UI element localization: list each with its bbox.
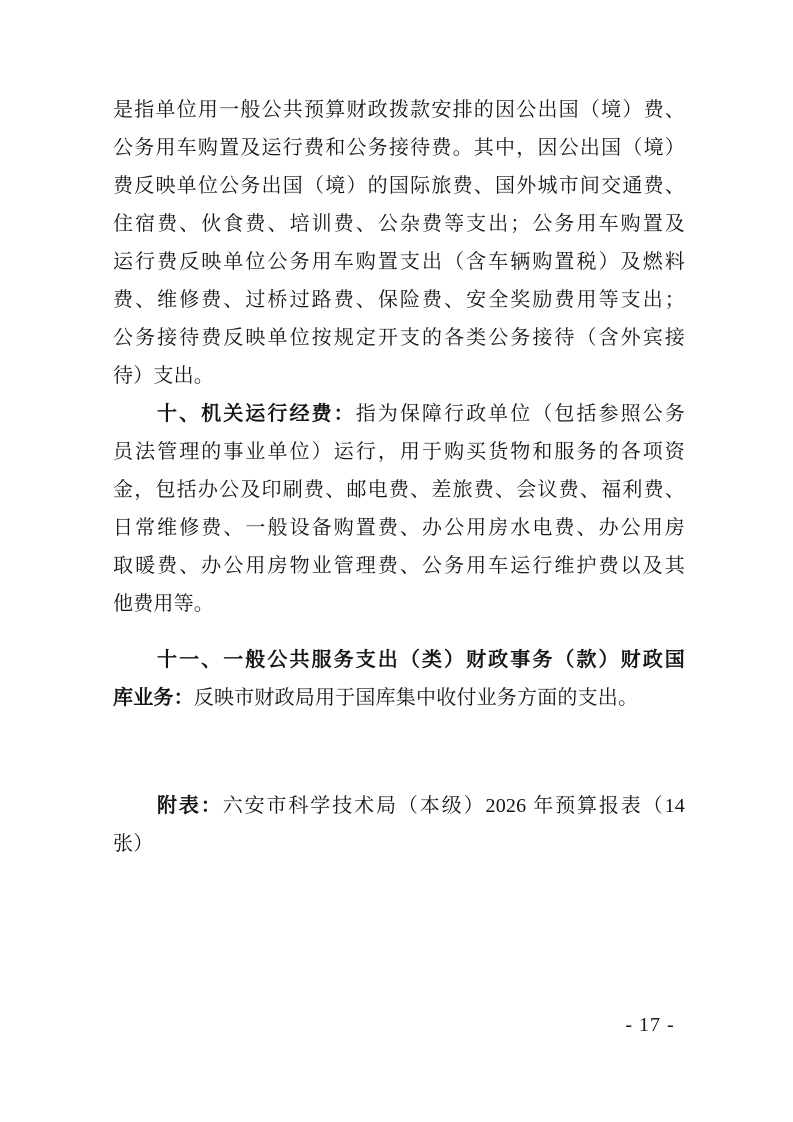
heading-segment: 十一、一般公共服务支出（类）财政事务（款）财政国	[157, 649, 685, 671]
text-line	[113, 205, 685, 243]
text-line	[113, 825, 685, 863]
text-segment: 费、维修费、过桥过路费、保险费、安全奖励费用等支出；	[113, 289, 685, 311]
text-line	[113, 787, 685, 825]
text-segment: 指为保障行政单位（包括参照公务	[355, 403, 685, 425]
page-number-label: - 17 -	[625, 1014, 675, 1036]
heading-segment: 十、机关运行经费：	[157, 403, 356, 425]
heading-segment: 附表：	[157, 795, 223, 817]
text-segment: 费反映单位公务出国（境）的国际旅费、国外城市间交通费、	[113, 175, 685, 197]
text-segment: 待）支出。	[113, 365, 214, 387]
text-segment: 取暖费、办公用房物业管理费、公务用车运行维护费以及其	[113, 555, 685, 577]
para-section-10	[113, 395, 685, 623]
text-line	[113, 641, 685, 679]
document-body	[113, 91, 685, 863]
text-line	[113, 471, 685, 509]
text-segment: 公务接待费反映单位按规定开支的各类公务接待（含外宾接	[113, 327, 685, 349]
text-segment: 员法管理的事业单位）运行，用于购买货物和服务的各项资	[113, 441, 685, 463]
text-line	[113, 357, 685, 395]
text-line	[113, 243, 685, 281]
text-line	[113, 547, 685, 585]
para-attachment	[113, 787, 685, 863]
text-segment: 是指单位用一般公共预算财政拨款安排的因公出国（境）费、	[113, 99, 685, 121]
text-segment: 日常维修费、一般设备购置费、办公用房水电费、办公用房	[113, 517, 685, 539]
text-line	[113, 129, 685, 167]
heading-segment: 库业务：	[113, 687, 194, 709]
text-segment: 反映市财政局用于国库集中收付业务方面的支出。	[193, 687, 639, 709]
text-line	[113, 91, 685, 129]
text-line	[113, 319, 685, 357]
text-segment: 金，包括办公及印刷费、邮电费、差旅费、会议费、福利费、	[113, 479, 685, 501]
text-line	[113, 679, 685, 717]
text-segment: 六安市科学技术局（本级）2026 年预算报表（14	[222, 795, 685, 817]
text-line	[113, 585, 685, 623]
text-segment: 张）	[113, 833, 154, 855]
text-line	[113, 395, 685, 433]
text-line	[113, 433, 685, 471]
text-segment: 住宿费、伙食费、培训费、公杂费等支出；公务用车购置及	[113, 213, 685, 235]
page-number	[605, 1012, 695, 1038]
para-continuation	[113, 91, 685, 395]
text-segment: 公务用车购置及运行费和公务接待费。其中，因公出国（境）	[113, 137, 685, 159]
text-segment: 运行费反映单位公务用车购置支出（含车辆购置税）及燃料	[113, 251, 685, 273]
text-line	[113, 281, 685, 319]
text-segment: 他费用等。	[113, 593, 214, 615]
text-line	[113, 509, 685, 547]
text-line	[113, 167, 685, 205]
para-section-11	[113, 641, 685, 717]
